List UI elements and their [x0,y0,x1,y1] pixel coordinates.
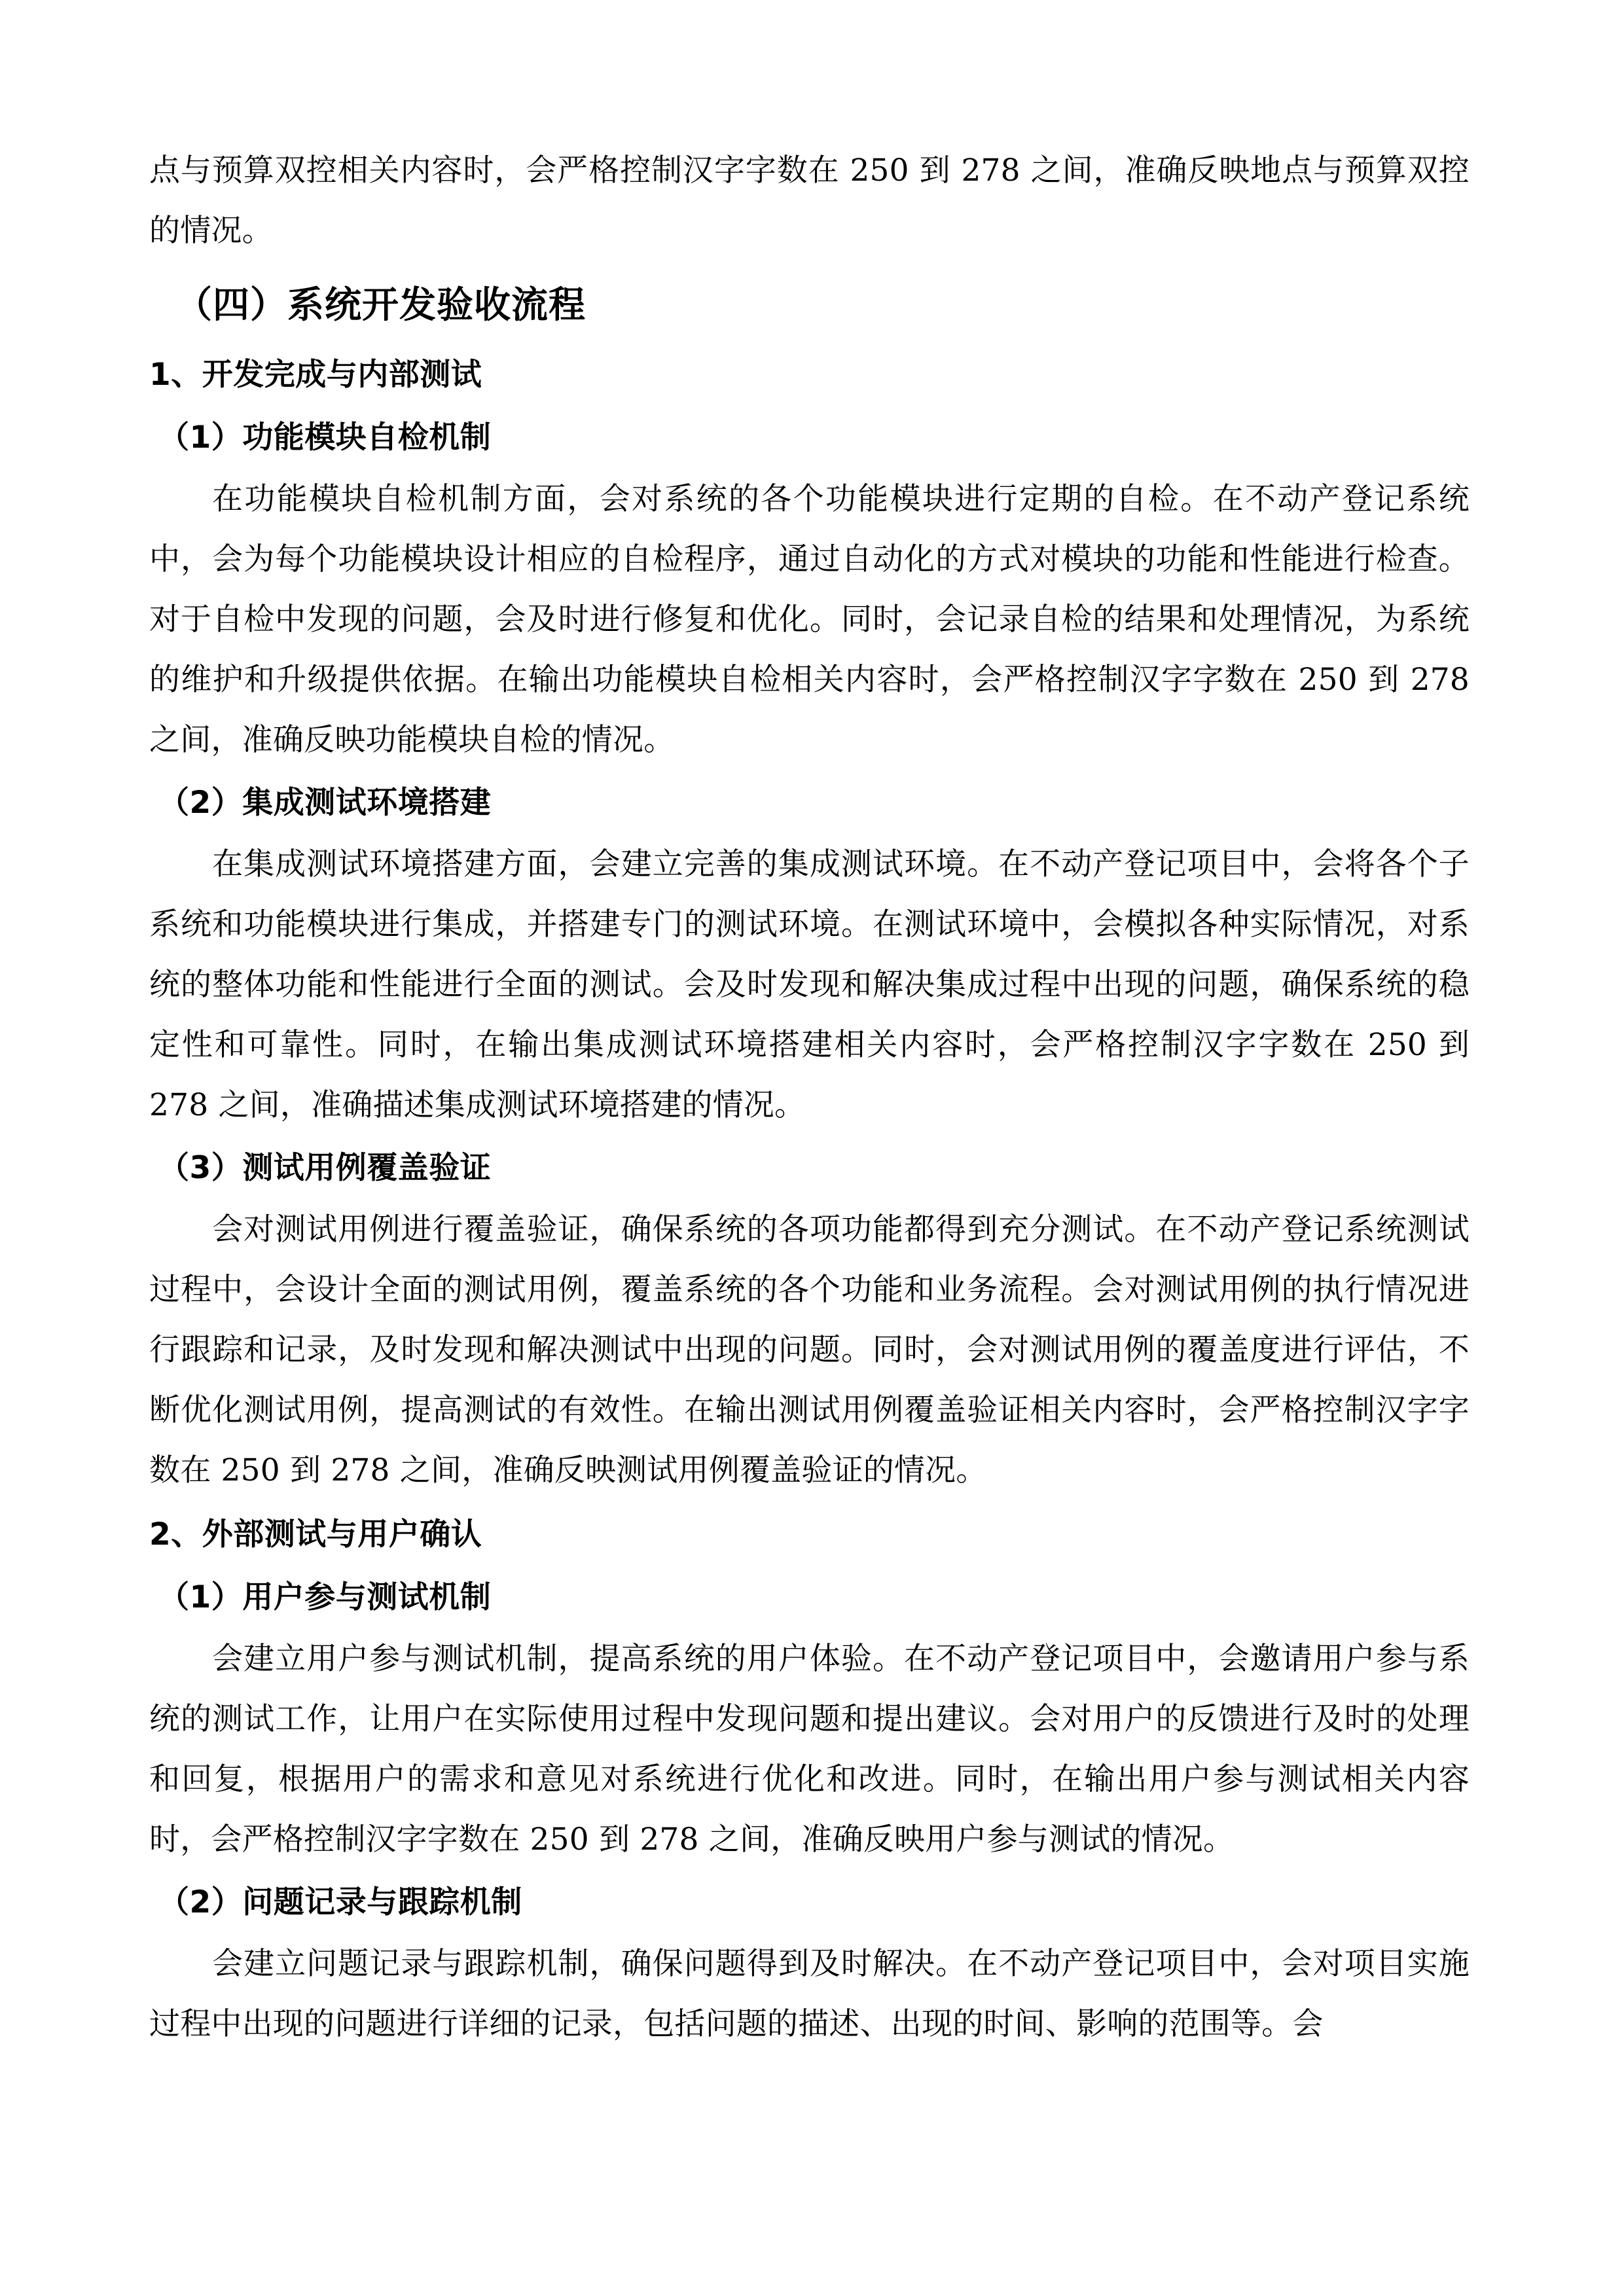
item-heading-1-1: （1）功能模块自检机制 [158,420,492,456]
item-heading-1-2: （2）集成测试环境搭建 [158,785,492,821]
item-paragraph-1-3: 会对测试用例进行覆盖验证，确保系统的各项功能都得到充分测试。在不动产登记系统测试过程中，会设计全面的测试用例，覆盖系统的各个功能和业务流程。会对测试用例的执行情况进行跟踪和记录，及时发现和解决测试中出现的问题。同时，会对测试用例的覆盖度进行评估，不断优化测试用例，提高测试的有效性。在输出测试用例覆盖验证相关内容时，会严格控制汉字字数在 250 到 278 之间，准确反映测试用例覆盖验证的情况。 [149,1211,1470,1488]
item-heading-2-1: （1）用户参与测试机制 [158,1579,492,1615]
section-heading-four: （四）系统开发验收流程 [175,284,586,327]
item-paragraph-2-1: 会建立用户参与测试机制，提高系统的用户体验。在不动产登记项目中，会邀请用户参与系统的测试工作，让用户在实际使用过程中发现问题和提出建议。会对用户的反馈进行及时的处理和回复，根据用户的需求和意见对系统进行优化和改进。同时，在输出用户参与测试相关内容时，会严格控制汉字字数在 250 到 278 之间，准确反映用户参与测试的情况。 [149,1641,1470,1857]
item-heading-1-3: （3）测试用例覆盖验证 [158,1150,492,1186]
item-paragraph-2-2: 会建立问题记录与跟踪机制，确保问题得到及时解决。在不动产登记项目中，会对项目实施过程中出现的问题进行详细的记录，包括问题的描述、出现的时间、影响的范围等。会 [149,1946,1470,2042]
item-paragraph-1-2: 在集成测试环境搭建方面，会建立完善的集成测试环境。在不动产登记项目中，会将各个子系统和功能模块进行集成，并搭建专门的测试环境。在测试环境中，会模拟各种实际情况，对系统的整体功能和性能进行全面的测试。会及时发现和解决集成过程中出现的问题，确保系统的稳定性和可靠性。同时，在输出集成测试环境搭建相关内容时，会严格控制汉字字数在 250 到 278 之间，准确描述集成测试环境搭建的情况。 [149,846,1470,1123]
continuation-paragraph: 点与预算双控相关内容时，会严格控制汉字字数在 250 到 278 之间，准确反映地点与预算双控的情况。 [149,152,1470,249]
item-heading-2-2: （2）问题记录与跟踪机制 [158,1884,522,1920]
subsection-heading-2: 2、外部测试与用户确认 [149,1516,482,1552]
document-body [149,141,1470,2054]
subsection-heading-1: 1、开发完成与内部测试 [149,357,482,393]
item-paragraph-1-1: 在功能模块自检机制方面，会对系统的各个功能模块进行定期的自检。在不动产登记系统中，会为每个功能模块设计相应的自检程序，通过自动化的方式对模块的功能和性能进行检查。对于自检中发现的问题，会及时进行修复和优化。同时，会记录自检的结果和处理情况，为系统的维护和升级提供依据。在输出功能模块自检相关内容时，会严格控制汉字字数在 250 到 278 之间，准确反映功能模块自检的情况。 [149,481,1470,758]
